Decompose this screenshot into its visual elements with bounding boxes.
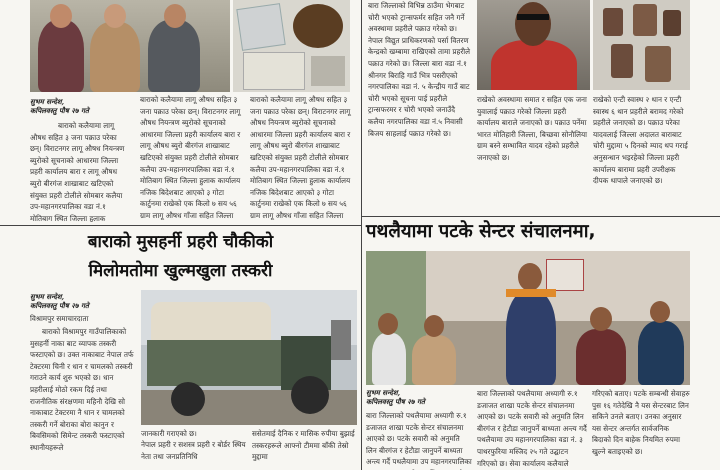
left-story-subhead: विश्रामपुर समाचारदाता	[30, 314, 89, 323]
right-headline: पथलैयामा पटके सेन्टर संचालनमा,	[366, 221, 596, 242]
left-headline-line1: बाराको मुसहर्नी प्रहरी चौकीको	[87, 232, 274, 252]
right-story-text-col2: बारा जिल्लाको पथलैयामा अध्यागी रु.१ डजाजत शाखा पटके सेन्टर संचालनमा आएको छ। पटके सवारी को अनुमति लिन बीरगंज र हेटौडा जानुपर्ने बाध्यता अन्त्य गर्दै पथलैयामा उप महानगरपालिका वडा नं. ३ पाथरफुरिया मस्जिद २५ गते उद्घाटन गरिएको छ। सेवा कार्यालय कलैयाले	[477, 389, 587, 468]
top-right-article-text-col2: राखेको अवस्थामा समात र सहित एक जना युवालाई पक्राउ गरेको जिल्ला प्रहरी कार्यालय बाराले जनाएको छ। पक्राउ पर्नेमा भारत मोतिहारी जिल्ला, बिच्छवा सोनौलिया ग्राम बस्ने सम्भावित यादव रहेको प्रहरीले जनाएको छ।	[477, 95, 587, 162]
left-headline-line2: मिलोमतोमा खुल्मखुला तस्करी	[88, 261, 273, 281]
byline-date: कपिलवस्तु पौष २७ गते	[30, 301, 89, 310]
top-right-article-text: बारा जिल्लाको विभिन्न ठाउँमा भेगबाट चोरी भएको ट्रान्सफर्मर सहित जनै गर्ने अवस्थामा प्रहरीले पक्राउ गरेको छ। नेपाल विद्युत प्राधिकरणको पर्सा वितरण केन्द्रको खम्बामा राखिएको तामा प्रहरीले पक्राउ गरेको छ। जिल्ला बारा वडा नं.१ श्रीनगर बिराहि गाउँ भित्र पसरीएको नगरपालिका वडा नं. ५ केन्द्रीय गाउँ बाट चोरी भएको सूचना पाई प्रहरीले ट्रान्सफरमर र चोरी भएको जनाउँदै कलैया नगरपालिका वडा नं.५ निवासी बिजय साहलाई पक्राउ गरेको छ।	[368, 1, 471, 138]
section-rule-right	[362, 216, 720, 217]
left-story-byline	[30, 292, 135, 310]
top-right-photo-suspect	[477, 0, 590, 90]
top-right-photo-transformer-parts	[593, 0, 690, 90]
left-story-photo-caption-col2: नेपाल प्रहरी र सशस्त्र प्रहरी र बोर्डर स्थिय नेता तथा जनप्रतिनिधि	[141, 440, 246, 461]
article-continuation: बाराको कलैयामा लागू औषध सहित ३ जना पक्राउ परेका छन्। विराटनगर लागू औषध नियन्त्रण ब्युरोको सूचनाको आधारमा जिल्ला प्रहरी कार्यालय बारा र लागू औषध ब्युरो बीरगंज शाखाबाट खटिएको संयुक्त प्रहरी टोलीले सोमबार कलैया उप-महानगरपालिका वडा नं.१ मोतिबाग स्थित जिल्ला हुलाक कार्यालय नजिक बिदेशबाट आएको ३ गोटा कार्टुनमा राखेको एक किलो ७ सय ५६ ग्राम लागू औषध गाँजा सहित जिल्ला	[250, 95, 351, 220]
byline-name: सुभम सन्देश,	[30, 97, 65, 106]
right-story-byline	[366, 388, 471, 406]
left-story-photo-caption-col3: ससेतमाई दैनिक र मासिक रुपीया बुझाई तस्करहरूले आफ्नो टीममा बाँकी तेस्रो मुद्दामा	[252, 429, 355, 462]
top-left-article-text-col3	[250, 94, 354, 222]
top-left-byline	[30, 97, 130, 115]
section-rule-left	[0, 225, 361, 226]
top-right-article-text-col3: राखेको एन्टी स्वास्थ २ थान र एन्टी स्वास्थ ६ थान प्रहरीले बरामद गरेको प्रहरीले जनाएको छ। पक्राउ परेका यादवलाई जिल्ला अदालत बाराबाट चोरी मुद्दामा ५ दिनको म्याद थप गराई अनुसन्धान भइरहेको जिल्ला प्रहरी कार्यालय बारामा प्रहरी उपरीक्षक दीपक थापाले जनाएको छ।	[593, 95, 688, 186]
top-left-article-text: बाराको कलैयामा लागू औषध सहित ३ जना पक्राउ परेका छन्। विराटनगर लागू औषध नियन्त्रण ब्युरोको सूचनाको आधारमा जिल्ला प्रहरी कार्यालय बारा र लागू औषध ब्युरो बीरगंज शाखाबाट खटिएको संयुक्त प्रहरी टोलीले सोमबार कलैया उप-महानगरपालिका वडा नं.१ मोतिबाग स्थित जिल्ला हुलाक	[30, 121, 125, 222]
byline-date: कपिलवस्तु पौष २७ गते	[366, 397, 425, 406]
top-left-article-text-col2	[140, 94, 244, 222]
byline-date: कपिलवस्तु पौष २७ गते	[30, 106, 89, 115]
byline-name: सुभम सन्देश,	[30, 292, 65, 301]
right-story-text-col3: गरिएको बताए। पटके सम्बन्धी सेवाहरु पुस १६ गतेदेखि नै यस सेन्टरबाट लिन सकिने उनले बताए। उनका अनुसार यस सेन्टर अन्तर्गत सार्वजनिक बिदाको दिन बाहेक नियमित रुपमा खुल्ने बताइएको छ।	[592, 389, 690, 456]
left-story-photo-caption-col1: जानकारी गराएको छ।	[141, 429, 197, 438]
column-divider	[361, 0, 362, 470]
left-story-photo-tractor	[141, 290, 357, 425]
right-story-photo-inauguration	[366, 251, 690, 385]
right-story-text: बारा जिल्लाको पथलैयामा अध्यागी रु.१ डजाजत शाखा पटके सेन्टर संचालनमा आएको छ। पटके सवारी को अनुमति लिन बीरगंज र हेटौडा जानुपर्ने बाध्यता अन्त्य गर्दै पथलैयामा उप महानगरपालिका	[366, 411, 472, 467]
article-continuation: बाराको कलैयामा लागू औषध सहित ३ जना पक्राउ परेका छन्। विराटनगर लागू औषध नियन्त्रण ब्युरोको सूचनाको आधारमा जिल्ला प्रहरी कार्यालय बारा र लागू औषध ब्युरो बीरगंज शाखाबाट खटिएको संयुक्त प्रहरी टोलीले सोमबार कलैया उप-महानगरपालिका वडा नं.१ मोतिबाग स्थित जिल्ला हुलाक कार्यालय नजिक बिदेशबाट आएको ३ गोटा कार्टुनमा राखेको एक किलो ७ सय ५६ ग्राम लागू औषध गाँजा सहित जिल्ला	[140, 95, 241, 220]
top-left-photo-people	[30, 0, 230, 92]
left-story-text: बाराको विश्रामपुर गाउँपालिकाको मुसहर्नी नाका बाट व्यापक तस्करी फस्टाएको छ। उक्त नाकाबाट नेपाल तर्फ टेक्टरमा चिनी र धान र चामलको तस्करी गराउने कार्य शुरु भएको छ। धान प्रहरीलाई मोठो रकम दिई तथा राजनीतिक संरक्षणमा महिनौ देखि सो नाकाबाट टेक्टरमा नै धान र चामलको तस्करी गर्ने बोराका बोरा कानुन र बिवसिमको सिमेन्ट तस्करी फस्टाएको स्थानीयहरूले	[30, 327, 134, 452]
byline-name: सुभम सन्देश,	[366, 388, 401, 397]
top-photo-seized-items	[233, 0, 350, 92]
